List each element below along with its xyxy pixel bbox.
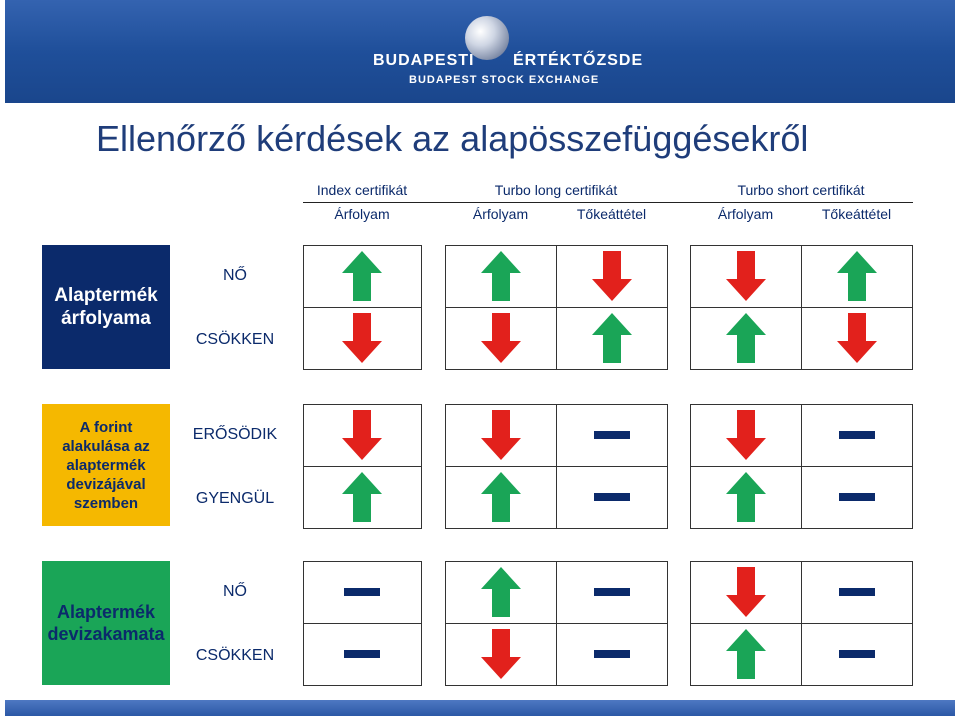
arrow-down-icon	[481, 629, 521, 679]
arrow-down-icon	[481, 410, 521, 460]
header-turbo-short-col-1: Tőkeáttétel	[821, 206, 892, 222]
section-label-interest: Alaptermék devizakamata	[42, 561, 170, 685]
logo-subtitle: BUDAPEST STOCK EXCHANGE	[409, 74, 600, 86]
dash-icon	[839, 493, 875, 501]
footer-bar	[5, 700, 955, 716]
arrow-down-icon	[342, 313, 382, 363]
dash-icon	[344, 588, 380, 596]
dash-icon	[594, 650, 630, 658]
header-turbo-long-title: Turbo long certifikát	[494, 182, 618, 198]
arrow-up-icon	[481, 472, 521, 522]
arrow-down-icon	[837, 313, 877, 363]
arrow-up-icon	[342, 472, 382, 522]
arrow-down-icon	[481, 313, 521, 363]
row-label: NŐ	[223, 267, 247, 284]
logo-text-left: BUDAPESTI	[373, 52, 475, 69]
row-label: GYENGÜL	[195, 490, 275, 507]
arrow-down-icon	[726, 410, 766, 460]
header-turbo-long-col-0: Árfolyam	[472, 206, 529, 222]
arrow-up-icon	[592, 313, 632, 363]
header-turbo-short-title: Turbo short certifikát	[737, 182, 865, 198]
dash-icon	[344, 650, 380, 658]
arrow-down-icon	[342, 410, 382, 460]
logo-text-right: ÉRTÉKTŐZSDE	[513, 52, 644, 69]
row-label: CSÖKKEN	[195, 647, 275, 664]
header-divider	[303, 202, 913, 203]
arrow-up-icon	[837, 251, 877, 301]
page-title: Ellenőrző kérdések az alapösszefüggésekről	[96, 118, 809, 159]
header-turbo-short-col-0: Árfolyam	[717, 206, 774, 222]
arrow-down-icon	[592, 251, 632, 301]
header-index-col-0: Árfolyam	[334, 206, 390, 222]
section-label-price: Alaptermék árfolyama	[42, 245, 170, 369]
header-index-title: Index certifikát	[316, 182, 408, 198]
arrow-up-icon	[726, 629, 766, 679]
header-turbo-long-col-1: Tőkeáttétel	[576, 206, 647, 222]
arrow-up-icon	[726, 313, 766, 363]
dash-icon	[594, 493, 630, 501]
dash-icon	[839, 431, 875, 439]
arrow-up-icon	[481, 251, 521, 301]
arrow-down-icon	[726, 251, 766, 301]
row-label: ERŐSÖDIK	[192, 426, 278, 443]
dash-icon	[839, 588, 875, 596]
bse-logo	[373, 14, 644, 94]
dash-icon	[839, 650, 875, 658]
section-label-forint: A forint alakulása az alaptermék devizájával szemben	[42, 404, 170, 526]
arrow-up-icon	[481, 567, 521, 617]
arrow-up-icon	[342, 251, 382, 301]
dash-icon	[594, 588, 630, 596]
dash-icon	[594, 431, 630, 439]
arrow-up-icon	[726, 472, 766, 522]
row-label: CSÖKKEN	[195, 331, 275, 348]
arrow-down-icon	[726, 567, 766, 617]
header-banner	[5, 0, 955, 103]
row-label: NŐ	[223, 583, 247, 600]
